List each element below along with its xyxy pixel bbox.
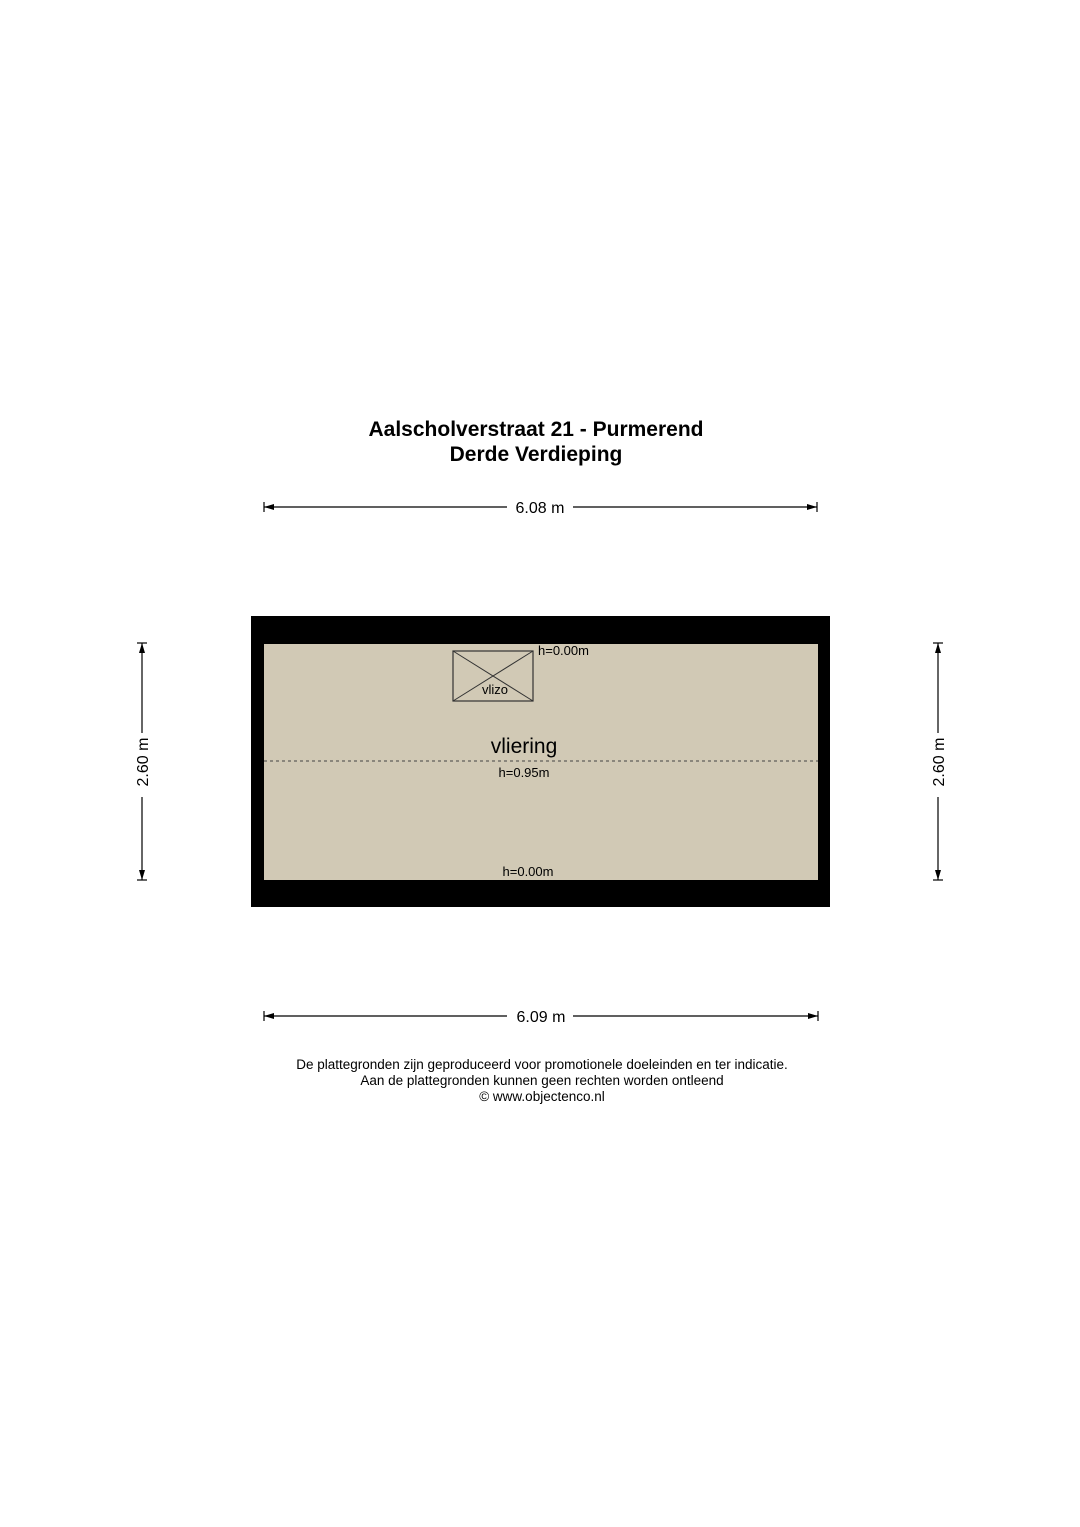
dimension-right-label: 2.60 m [931,737,948,787]
plan-title-floor: Derde Verdieping [449,443,623,466]
disclaimer-line-1: De plattegronden zijn geproduceerd voor promotionele doeleinden en ter indicatie. [296,1057,788,1072]
disclaimer-line-2: Aan de plattegronden kunnen geen rechten worden ontleend [360,1073,724,1088]
dimension-left-label: 2.60 m [135,737,152,787]
dimension-top-label: 6.08 m [515,500,565,517]
room-height-center: h=0.95m [498,765,550,780]
dimension-right [931,643,948,880]
disclaimer-line-3: © www.objectenco.nl [479,1089,605,1104]
dimension-left [135,643,152,880]
plan-title-address: Aalscholverstraat 21 - Purmerend [368,418,704,441]
dimension-bottom-label: 6.09 m [516,1009,566,1026]
room-name: vliering [490,735,558,758]
dimension-bottom [264,1009,818,1026]
dimension-top [264,500,817,517]
room-floor [264,644,818,880]
room-height-bottom: h=0.00m [502,864,554,879]
hatch-height-label: h=0.00m [538,643,589,658]
hatch-label: vlizo [481,682,509,697]
